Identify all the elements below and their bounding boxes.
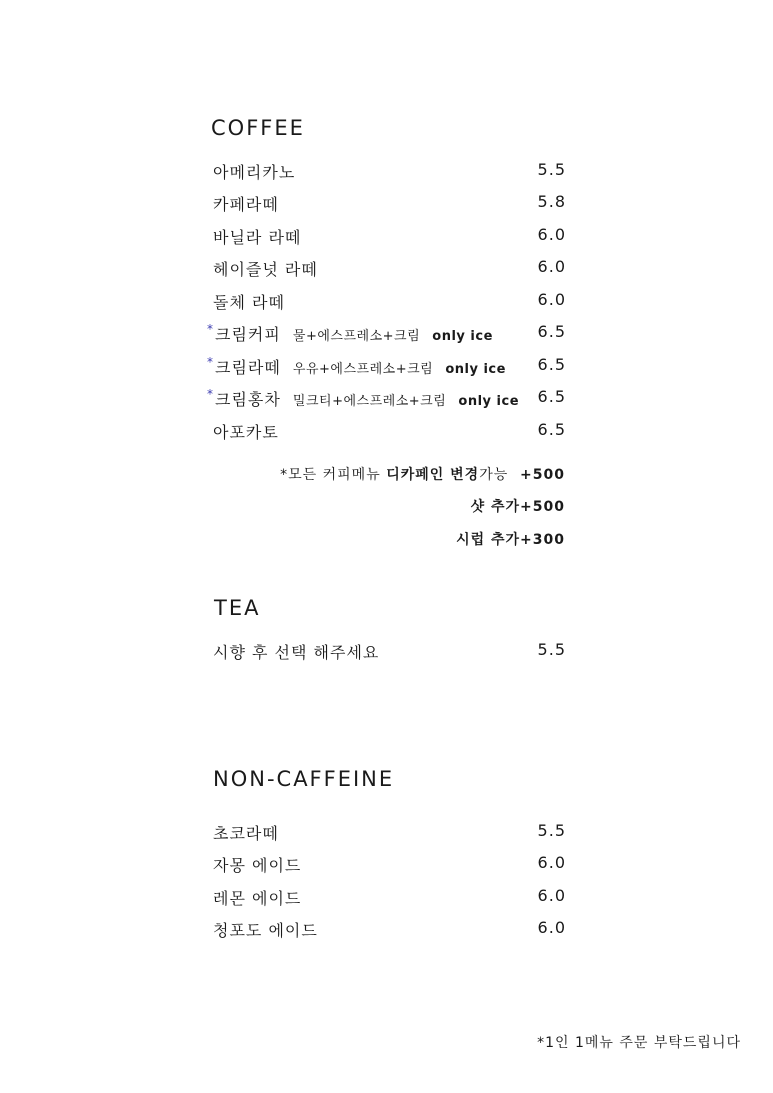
menu-item-price: 6.0 (537, 225, 566, 244)
menu-item-price: 6.0 (537, 257, 566, 276)
menu-item-name: 청포도 에이드 (213, 921, 318, 940)
menu-item-grapefruit-ade (213, 853, 566, 877)
menu-item-price: 6.0 (537, 886, 566, 905)
asterisk-mark: * (207, 387, 214, 401)
decaf-note-bold: 디카페인 변경 (386, 467, 480, 483)
menu-item-name: 초코라떼 (213, 824, 279, 843)
menu-item-name: 시향 후 선택 해주세요 (213, 643, 380, 662)
menu-item-name: 돌체 라떼 (213, 293, 285, 312)
menu-item-price: 6.5 (537, 387, 566, 406)
menu-item-lemon-ade (213, 886, 566, 910)
menu-item-name: 레몬 에이드 (213, 889, 302, 908)
menu-item-price: 6.0 (537, 290, 566, 309)
asterisk-mark: * (207, 322, 214, 336)
decaf-note-price: +500 (520, 467, 565, 483)
menu-item-cream-coffee (207, 322, 566, 346)
menu-item-name: 자몽 에이드 (213, 856, 302, 875)
menu-item-green-grape-ade (213, 918, 566, 942)
menu-item-name: 바닐라 라떼 (213, 228, 302, 247)
menu-item-vanilla-latte (213, 225, 566, 249)
menu-item-choco-latte (213, 821, 566, 845)
menu-item-name: 아메리카노 (213, 163, 296, 182)
asterisk-mark: * (207, 355, 214, 369)
menu-item-price: 5.5 (537, 640, 566, 659)
menu-item-name-group (207, 387, 520, 410)
footer-note: *1인 1메뉴 주문 부탁드립니다 (537, 1035, 741, 1051)
menu-item-name-group (207, 322, 493, 345)
menu-item-price: 6.5 (537, 420, 566, 439)
decaf-note-suffix: 가능 (479, 467, 509, 483)
menu-item-dolce-latte (213, 290, 566, 314)
non-caffeine-section-title: NON-CAFFEINE (213, 767, 395, 791)
menu-item-price: 6.0 (537, 918, 566, 937)
menu-item-cream-tea (207, 387, 566, 411)
menu-item-price: 5.5 (537, 821, 566, 840)
menu-item-price: 5.8 (537, 192, 566, 211)
decaf-note-prefix: *모든 커피메뉴 (280, 467, 387, 483)
menu-item-americano (213, 160, 566, 184)
menu-item-name: 카페라떼 (213, 195, 279, 214)
menu-item-name: 크림라떼 (215, 358, 281, 377)
menu-item-name: 크림홍차 (215, 390, 281, 409)
menu-item-price: 6.5 (537, 355, 566, 374)
menu-item-tag: only ice (432, 329, 493, 344)
menu-item-description: 물+에스프레소+크림 (292, 329, 421, 344)
menu-item-cream-latte (207, 355, 566, 379)
menu-item-price: 5.5 (537, 160, 566, 179)
menu-item-name-group (207, 355, 506, 378)
menu-item-name: 헤이즐넛 라떼 (213, 260, 318, 279)
menu-item-tag: only ice (458, 394, 520, 409)
menu-item-affogato (213, 420, 566, 444)
menu-item-hazelnut-latte (213, 257, 566, 281)
decaf-note (280, 464, 565, 484)
syrup-note: 시럽 추가+300 (456, 532, 565, 548)
tea-section-title: TEA (214, 596, 261, 620)
shot-note: 샷 추가+500 (470, 499, 565, 515)
menu-item-name: 크림커피 (215, 325, 281, 344)
menu-item-tag: only ice (445, 362, 506, 377)
menu-item-description: 밀크티+에스프레소+크림 (292, 394, 447, 409)
menu-item-price: 6.0 (537, 853, 566, 872)
menu-item-price: 6.5 (537, 322, 566, 341)
menu-item-description: 우유+에스프레소+크림 (292, 362, 434, 377)
menu-item-tea (213, 640, 566, 664)
menu-item-cafe-latte (213, 192, 566, 216)
coffee-section-title: COFFEE (211, 116, 305, 140)
menu-item-name: 아포카토 (213, 423, 279, 442)
